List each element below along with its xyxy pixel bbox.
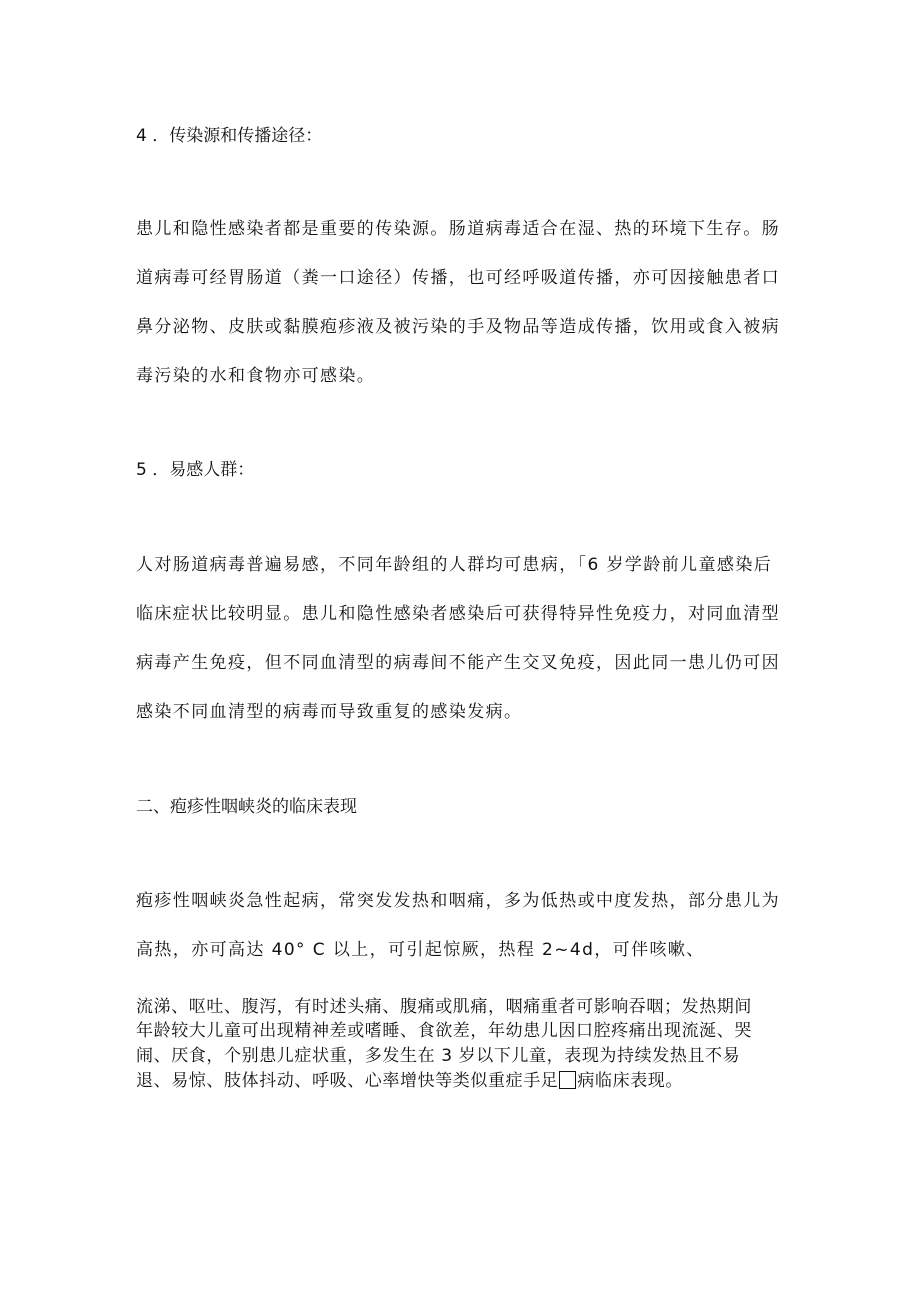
paragraph-line: 闹、厌食，个别患儿症状重，多发生在 3 岁以下儿童，表现为持续发热且不易 — [136, 1046, 741, 1066]
missing-glyph-box-icon — [559, 1071, 576, 1089]
paragraph-line: 感染不同血清型的病毒而导致重复的感染发病。 — [136, 702, 523, 722]
paragraph-line: 高热，亦可高达 40° C 以上，可引起惊厥，热程 2~4d，可伴咳嗽、 — [136, 940, 705, 960]
paragraph-line: 病毒产生免疫，但不同血清型的病毒间不能产生交叉免疫，因此同一患儿仍可因 — [136, 653, 780, 673]
paragraph-line: 鼻分泌物、皮肤或黏膜疱疹液及被污染的手及物品等造成传播，饮用或食入被病 — [136, 317, 780, 337]
paragraph-line — [136, 1069, 683, 1093]
paragraph-line: 临床症状比较明显。患儿和隐性感染者感染后可获得特异性免疫力，对同血清型 — [136, 604, 780, 624]
line-text-before-box: 退、易惊、肢体抖动、呼吸、心率增快等类似重症手足 — [136, 1071, 559, 1091]
section-5-heading: 5 ．易感人群： — [136, 460, 255, 480]
paragraph-line: 疱疹性咽峡炎急性起病，常突发发热和咽痛，多为低热或中度发热，部分患儿为 — [136, 891, 780, 911]
paragraph-line: 患儿和隐性感染者都是重要的传染源。肠道病毒适合在湿、热的环境下生存。肠 — [136, 219, 780, 239]
paragraph-line: 毒污染的水和食物亦可感染。 — [136, 366, 376, 386]
section-4-heading: 4 ．传染源和传播途径： — [136, 126, 323, 146]
section-clinical-heading: 二、疱疹性咽峡炎的临床表现 — [136, 797, 357, 817]
paragraph-line: 道病毒可经胃肠道（粪一口途径）传播，也可经呼吸道传播，亦可因接触患者口 — [136, 268, 780, 288]
paragraph-line: 年龄较大儿童可出现精神差或嗜睡、食欲差，年幼患儿因口腔疼痛出现流涎、哭 — [136, 1021, 752, 1041]
paragraph-line: 人对肠道病毒普遍易感，不同年龄组的人群均可患病，「6 岁学龄前儿童感染后 — [136, 555, 773, 575]
line-text-after-box: 病临床表现。 — [577, 1071, 684, 1091]
paragraph-line: 流涕、呕吐、腹泻，有时述头痛、腹痛或肌痛，咽痛重者可影响吞咽；发热期间 — [136, 997, 752, 1017]
